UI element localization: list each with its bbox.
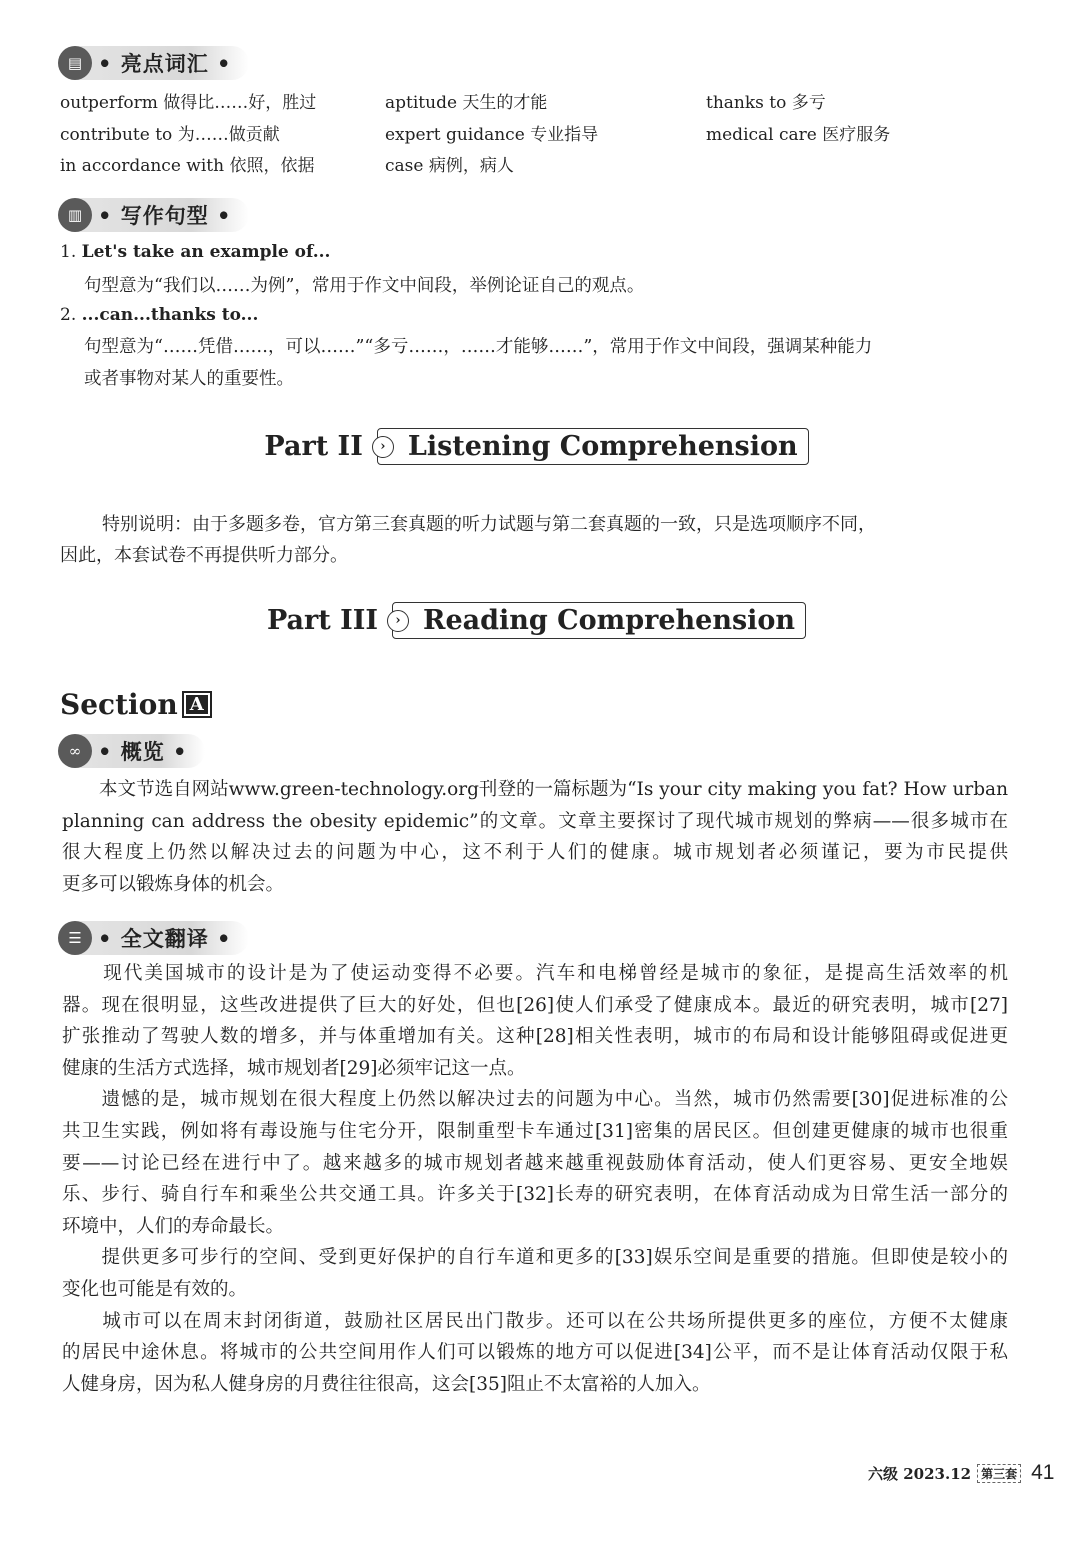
arrow-icon: ›	[372, 436, 394, 458]
document-icon: ▤	[58, 46, 92, 80]
text-line: 健康的生活方式选择，城市规划者[29]必须牢记这一点。	[62, 1057, 526, 1079]
pattern-2-text: 或者事物对某人的重要性。	[84, 369, 294, 389]
patterns-heading: ▥ • 写作句型 •	[58, 198, 249, 232]
overview-heading: ∞ • 概览 •	[58, 734, 205, 768]
pattern-1: 1. Let's take an example of...	[60, 242, 331, 262]
vocab-item: aptitude 天生的才能	[385, 93, 548, 113]
glasses-icon: ∞	[58, 734, 92, 768]
vocab-item: medical care 医疗服务	[706, 125, 891, 145]
page-number: 41	[1031, 1461, 1055, 1484]
text-line: 更多可以锻炼身体的机会。	[62, 873, 285, 895]
overview-paragraph	[62, 774, 1008, 900]
note-line: 特别说明：由于多题多卷，官方第三套真题的听力试题与第二套真题的一致，只是选项顺序不同，	[102, 514, 876, 535]
text-line: 很大程度上仍然以解决过去的问题为中心，这不利于人们的健康。城市规划者必须谨记，要为市民提供	[62, 842, 1008, 864]
text-line: 要——讨论已经在进行中了。越来越多的城市规划者越来越重视鼓励体育活动，使人们更容易、更安全地娱	[62, 1152, 1008, 1174]
vocab-item: outperform 做得比……好，胜过	[60, 93, 317, 113]
text-line: 器。现在很明显，这些改进提供了巨大的好处，但也[26]使人们承受了健康成本。最近的研究表明，城市[27]	[62, 994, 1008, 1016]
chat-icon: ☰	[58, 921, 92, 955]
section-letter-badge: A	[182, 691, 212, 718]
text-line: 环境中，人们的寿命最长。	[62, 1215, 285, 1237]
text-line: 城市可以在周末封闭街道，鼓励社区居民出门散步。还可以在公共场所提供更多的座位，方便不太健康	[62, 1310, 1008, 1332]
translation-body	[62, 958, 1008, 1400]
text-line: 提供更多可步行的空间、受到更好保护的自行车道和更多的[33]娱乐空间是重要的措施。但即使是较小的	[62, 1247, 1008, 1269]
text-line: 遗憾的是，城市规划在很大程度上仍然以解决过去的问题为中心。当然，城市仍然需要[30]促进标准的公	[62, 1089, 1008, 1111]
text-line: 扩张推动了驾驶人数的增多，并与体重增加有关。这种[28]相关性表明，城市的布局和设计能够阻碍或促进更	[62, 1026, 1008, 1048]
part-3-heading: Part III › Reading Comprehension	[0, 602, 1073, 639]
vocab-item: case 病例，病人	[385, 156, 514, 176]
text-line: 本文节选自网站www.green-technology.org刊登的一篇标题为“Is your city making you fat? How urban	[62, 779, 1008, 800]
set-tag: 第三套	[977, 1464, 1021, 1483]
pattern-1-text: 句型意为“我们以……为例”，常用于作文中间段，举例论证自己的观点。	[84, 276, 645, 296]
vocab-item: in accordance with 依照，依据	[60, 156, 315, 176]
vocab-item: thanks to 多亏	[706, 93, 826, 113]
pattern-2-text: 句型意为“……凭借……，可以……”“多亏……，……才能够……”，常用于作文中间段，强调某种能力	[84, 337, 873, 357]
pattern-2: 2. ...can...thanks to...	[60, 305, 259, 325]
text-line: 人健身房，因为私人健身房的月费往往很高，这会[35]阻止不太富裕的人加入。	[62, 1373, 711, 1395]
text-line: 的居民中途休息。将城市的公共空间用作人们可以锻炼的地方可以促进[34]公平，而不是让体育活动仅限于私	[62, 1342, 1008, 1364]
vocab-item: contribute to 为……做贡献	[60, 125, 280, 145]
translation-heading: ☰ • 全文翻译 •	[58, 921, 249, 955]
section-a-heading: Section A	[60, 688, 212, 721]
page-footer: 六级 2023.12 第三套 41	[868, 1461, 1055, 1484]
vocab-heading: ▤ • 亮点词汇 •	[58, 46, 249, 80]
vocab-item: expert guidance 专业指导	[385, 125, 599, 145]
part-2-heading: Part II › Listening Comprehension	[0, 428, 1073, 465]
book-icon: ▥	[58, 198, 92, 232]
text-line: 现代美国城市的设计是为了使运动变得不必要。汽车和电梯曾经是城市的象征，是提高生活效率的机	[62, 963, 1008, 984]
text-line: 共卫生实践，例如将有毒设施与住宅分开，限制重型卡车通过[31]密集的居民区。但创建更健康的城市也很重	[62, 1120, 1008, 1142]
arrow-icon: ›	[387, 610, 409, 632]
text-line: planning can address the obesity epidemic”的文章。文章主要探讨了现代城市规划的弊病——很多城市在	[62, 810, 1008, 832]
part-2-title-box: › Listening Comprehension	[377, 428, 809, 465]
text-line: 乐、步行、骑自行车和乘坐公共交通工具。许多关于[32]长寿的研究表明，在体育活动成为日常生活一部分的	[62, 1184, 1008, 1206]
note-line: 因此，本套试卷不再提供听力部分。	[60, 545, 348, 566]
part-3-title-box: › Reading Comprehension	[392, 602, 806, 639]
text-line: 变化也可能是有效的。	[62, 1278, 248, 1300]
